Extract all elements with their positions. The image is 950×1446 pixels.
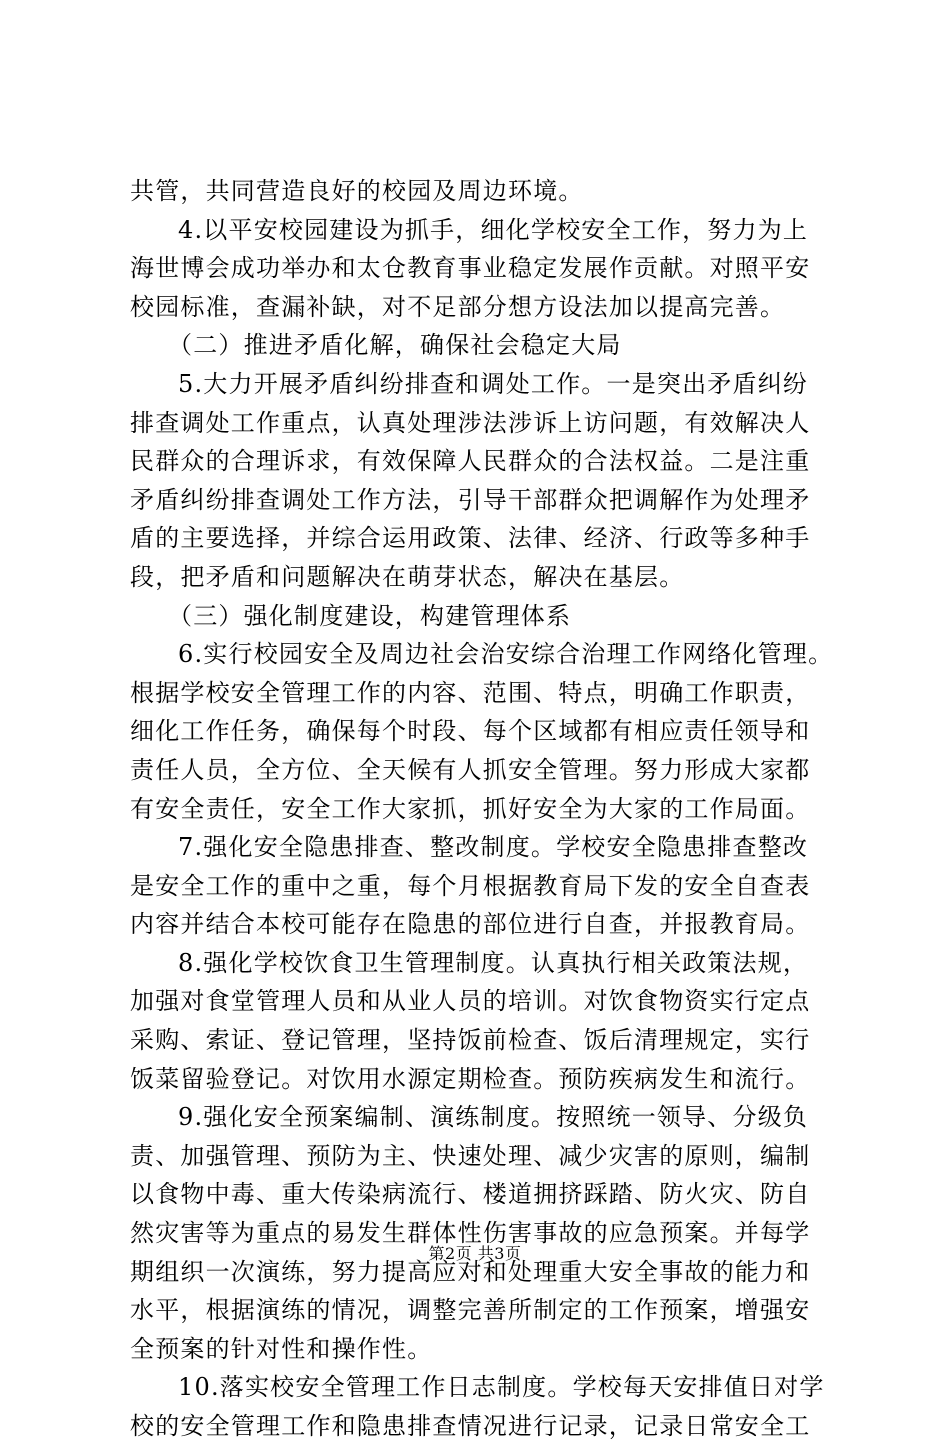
text-line: 水平，根据演练的情况，调整完善所制定的工作预案，增强安	[130, 1296, 811, 1325]
text-line: 盾的主要选择，并综合运用政策、法律、经济、行政等多种手	[130, 524, 811, 553]
text-line: 有安全责任，安全工作大家抓，抓好安全为大家的工作局面。	[130, 794, 811, 823]
text-line: 是安全工作的重中之重，每个月根据教育局下发的安全自查表	[130, 871, 811, 900]
text-line: 全预案的针对性和操作性。	[130, 1334, 433, 1363]
text-line: 期组织一次演练，努力提高应对和处理重大安全事故的能力和	[130, 1257, 811, 1286]
text-line: 10.落实校安全管理工作日志制度。学校每天安排值日对学	[178, 1373, 825, 1402]
text-line: 矛盾纠纷排查调处工作方法，引导干部群众把调解作为处理矛	[130, 485, 811, 514]
text-line: 根据学校安全管理工作的内容、范围、特点，明确工作职责，	[130, 678, 811, 707]
section-heading: （二）推进矛盾化解，确保社会稳定大局	[168, 331, 622, 360]
text-line: 加强对食堂管理人员和从业人员的培训。对饮食物资实行定点	[130, 987, 811, 1016]
text-line: 5.大力开展矛盾纠纷排查和调处工作。一是突出矛盾纠纷	[178, 369, 809, 398]
text-line: 共管，共同营造良好的校园及周边环境。	[130, 177, 584, 205]
text-line: 排查调处工作重点，认真处理涉法涉诉上访问题，有效解决人	[130, 408, 811, 437]
text-line: 4.以平安校园建设为抓手，细化学校安全工作，努力为上	[178, 215, 809, 244]
text-line: 6.实行校园安全及周边社会治安综合治理工作网络化管理。	[178, 640, 834, 669]
text-line: 责任人员，全方位、全天候有人抓安全管理。努力形成大家都	[130, 755, 811, 784]
text-line: 段，把矛盾和问题解决在萌芽状态，解决在基层。	[130, 562, 685, 591]
text-line: 采购、索证、登记管理，坚持饭前检查、饭后清理规定，实行	[130, 1026, 811, 1055]
text-line: 民群众的合理诉求，有效保障人民群众的合法权益。二是注重	[130, 447, 811, 476]
text-line: 然灾害等为重点的易发生群体性伤害事故的应急预案。并每学	[130, 1219, 811, 1248]
text-line: 海世博会成功举办和太仓教育事业稳定发展作贡献。对照平安	[130, 254, 811, 283]
text-line: 细化工作任务，确保每个时段、每个区域都有相应责任领导和	[130, 717, 811, 746]
text-line: 8.强化学校饮食卫生管理制度。认真执行相关政策法规，	[178, 948, 809, 977]
text-line: 校园标准，查漏补缺，对不足部分想方设法加以提高完善。	[130, 292, 786, 321]
text-line: 校的安全管理工作和隐患排查情况进行记录，记录日常安全工	[130, 1412, 811, 1440]
page-number-footer: 第2页 共3页	[428, 1244, 522, 1263]
text-line: 以食物中毒、重大传染病流行、楼道拥挤踩踏、防火灾、防自	[130, 1180, 811, 1209]
text-line: 饭菜留验登记。对饮用水源定期检查。预防疾病发生和流行。	[130, 1064, 811, 1093]
text-line: 9.强化安全预案编制、演练制度。按照统一领导、分级负	[178, 1103, 809, 1132]
text-line: 责、加强管理、预防为主、快速处理、减少灾害的原则，编制	[130, 1141, 811, 1170]
text-line: 内容并结合本校可能存在隐患的部位进行自查，并报教育局。	[130, 910, 811, 939]
section-heading: （三）强化制度建设，构建管理体系	[168, 601, 572, 630]
text-line: 7.强化安全隐患排查、整改制度。学校安全隐患排查整改	[178, 833, 809, 862]
